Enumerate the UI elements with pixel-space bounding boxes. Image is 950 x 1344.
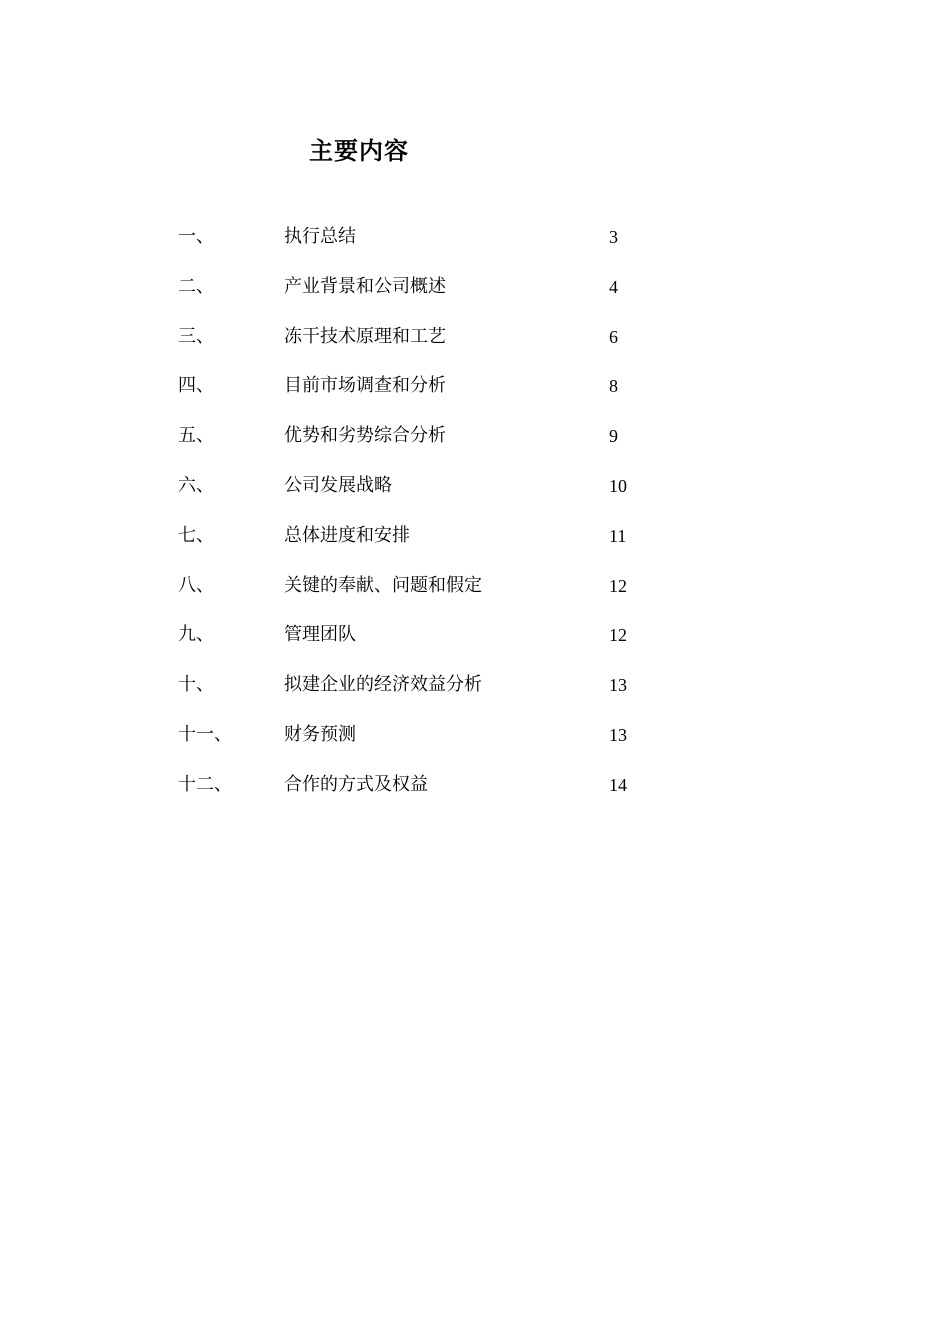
toc-entry[interactable] [178, 670, 698, 720]
toc-entry[interactable] [178, 371, 698, 421]
toc-entry[interactable] [178, 471, 698, 521]
toc-entry[interactable] [178, 521, 698, 571]
toc-entry-label: 合作的方式及权益 [284, 773, 428, 795]
toc-entry[interactable] [178, 322, 698, 372]
toc-entry-page: 6 [609, 326, 618, 347]
toc-entry-number: 十一、 [178, 723, 232, 745]
toc-entry[interactable] [178, 571, 698, 621]
toc-entry-label: 产业背景和公司概述 [284, 275, 446, 297]
toc-entry[interactable] [178, 770, 698, 820]
toc-entry[interactable] [178, 222, 698, 272]
toc-entry-number: 五、 [178, 425, 214, 447]
toc-entry-page: 4 [609, 276, 618, 297]
toc-entry-label: 优势和劣势综合分析 [284, 425, 446, 447]
toc-entry-number: 十二、 [178, 773, 232, 795]
toc-entry[interactable] [178, 720, 698, 770]
toc-entry[interactable] [178, 272, 698, 322]
toc-entry-number: 七、 [178, 524, 214, 546]
toc-entry-page: 14 [609, 774, 627, 795]
toc-entry-number: 三、 [178, 325, 214, 347]
table-of-contents [178, 222, 698, 820]
toc-entry-page: 3 [609, 227, 618, 247]
toc-entry-page: 11 [609, 525, 627, 546]
toc-entry-page: 12 [609, 625, 627, 646]
toc-entry-page: 10 [609, 475, 627, 496]
toc-entry-label: 财务预测 [284, 723, 356, 745]
toc-entry-number: 八、 [178, 574, 214, 596]
toc-entry-page: 9 [609, 426, 618, 447]
toc-entry-number: 四、 [178, 375, 214, 397]
toc-entry[interactable] [178, 421, 698, 471]
toc-entry[interactable] [178, 620, 698, 670]
toc-entry-page: 8 [609, 376, 618, 397]
toc-entry-label: 执行总结 [284, 226, 356, 247]
toc-entry-label: 总体进度和安排 [284, 524, 410, 546]
page-title: 主要内容 [309, 136, 409, 165]
toc-entry-label: 拟建企业的经济效益分析 [284, 674, 482, 696]
toc-entry-number: 六、 [178, 474, 214, 496]
toc-entry-number: 十、 [178, 674, 214, 696]
toc-entry-number: 九、 [178, 624, 214, 646]
toc-entry-number: 二、 [178, 275, 214, 297]
toc-entry-label: 目前市场调查和分析 [284, 375, 446, 397]
toc-entry-page: 13 [609, 724, 627, 745]
toc-entry-label: 冻干技术原理和工艺 [284, 325, 446, 347]
toc-entry-page: 13 [609, 675, 627, 696]
toc-entry-page: 12 [609, 575, 627, 596]
toc-entry-label: 公司发展战略 [284, 474, 392, 496]
toc-entry-label: 管理团队 [284, 624, 356, 646]
toc-entry-label: 关键的奉献、问题和假定 [284, 574, 482, 596]
toc-entry-number: 一、 [178, 226, 214, 247]
